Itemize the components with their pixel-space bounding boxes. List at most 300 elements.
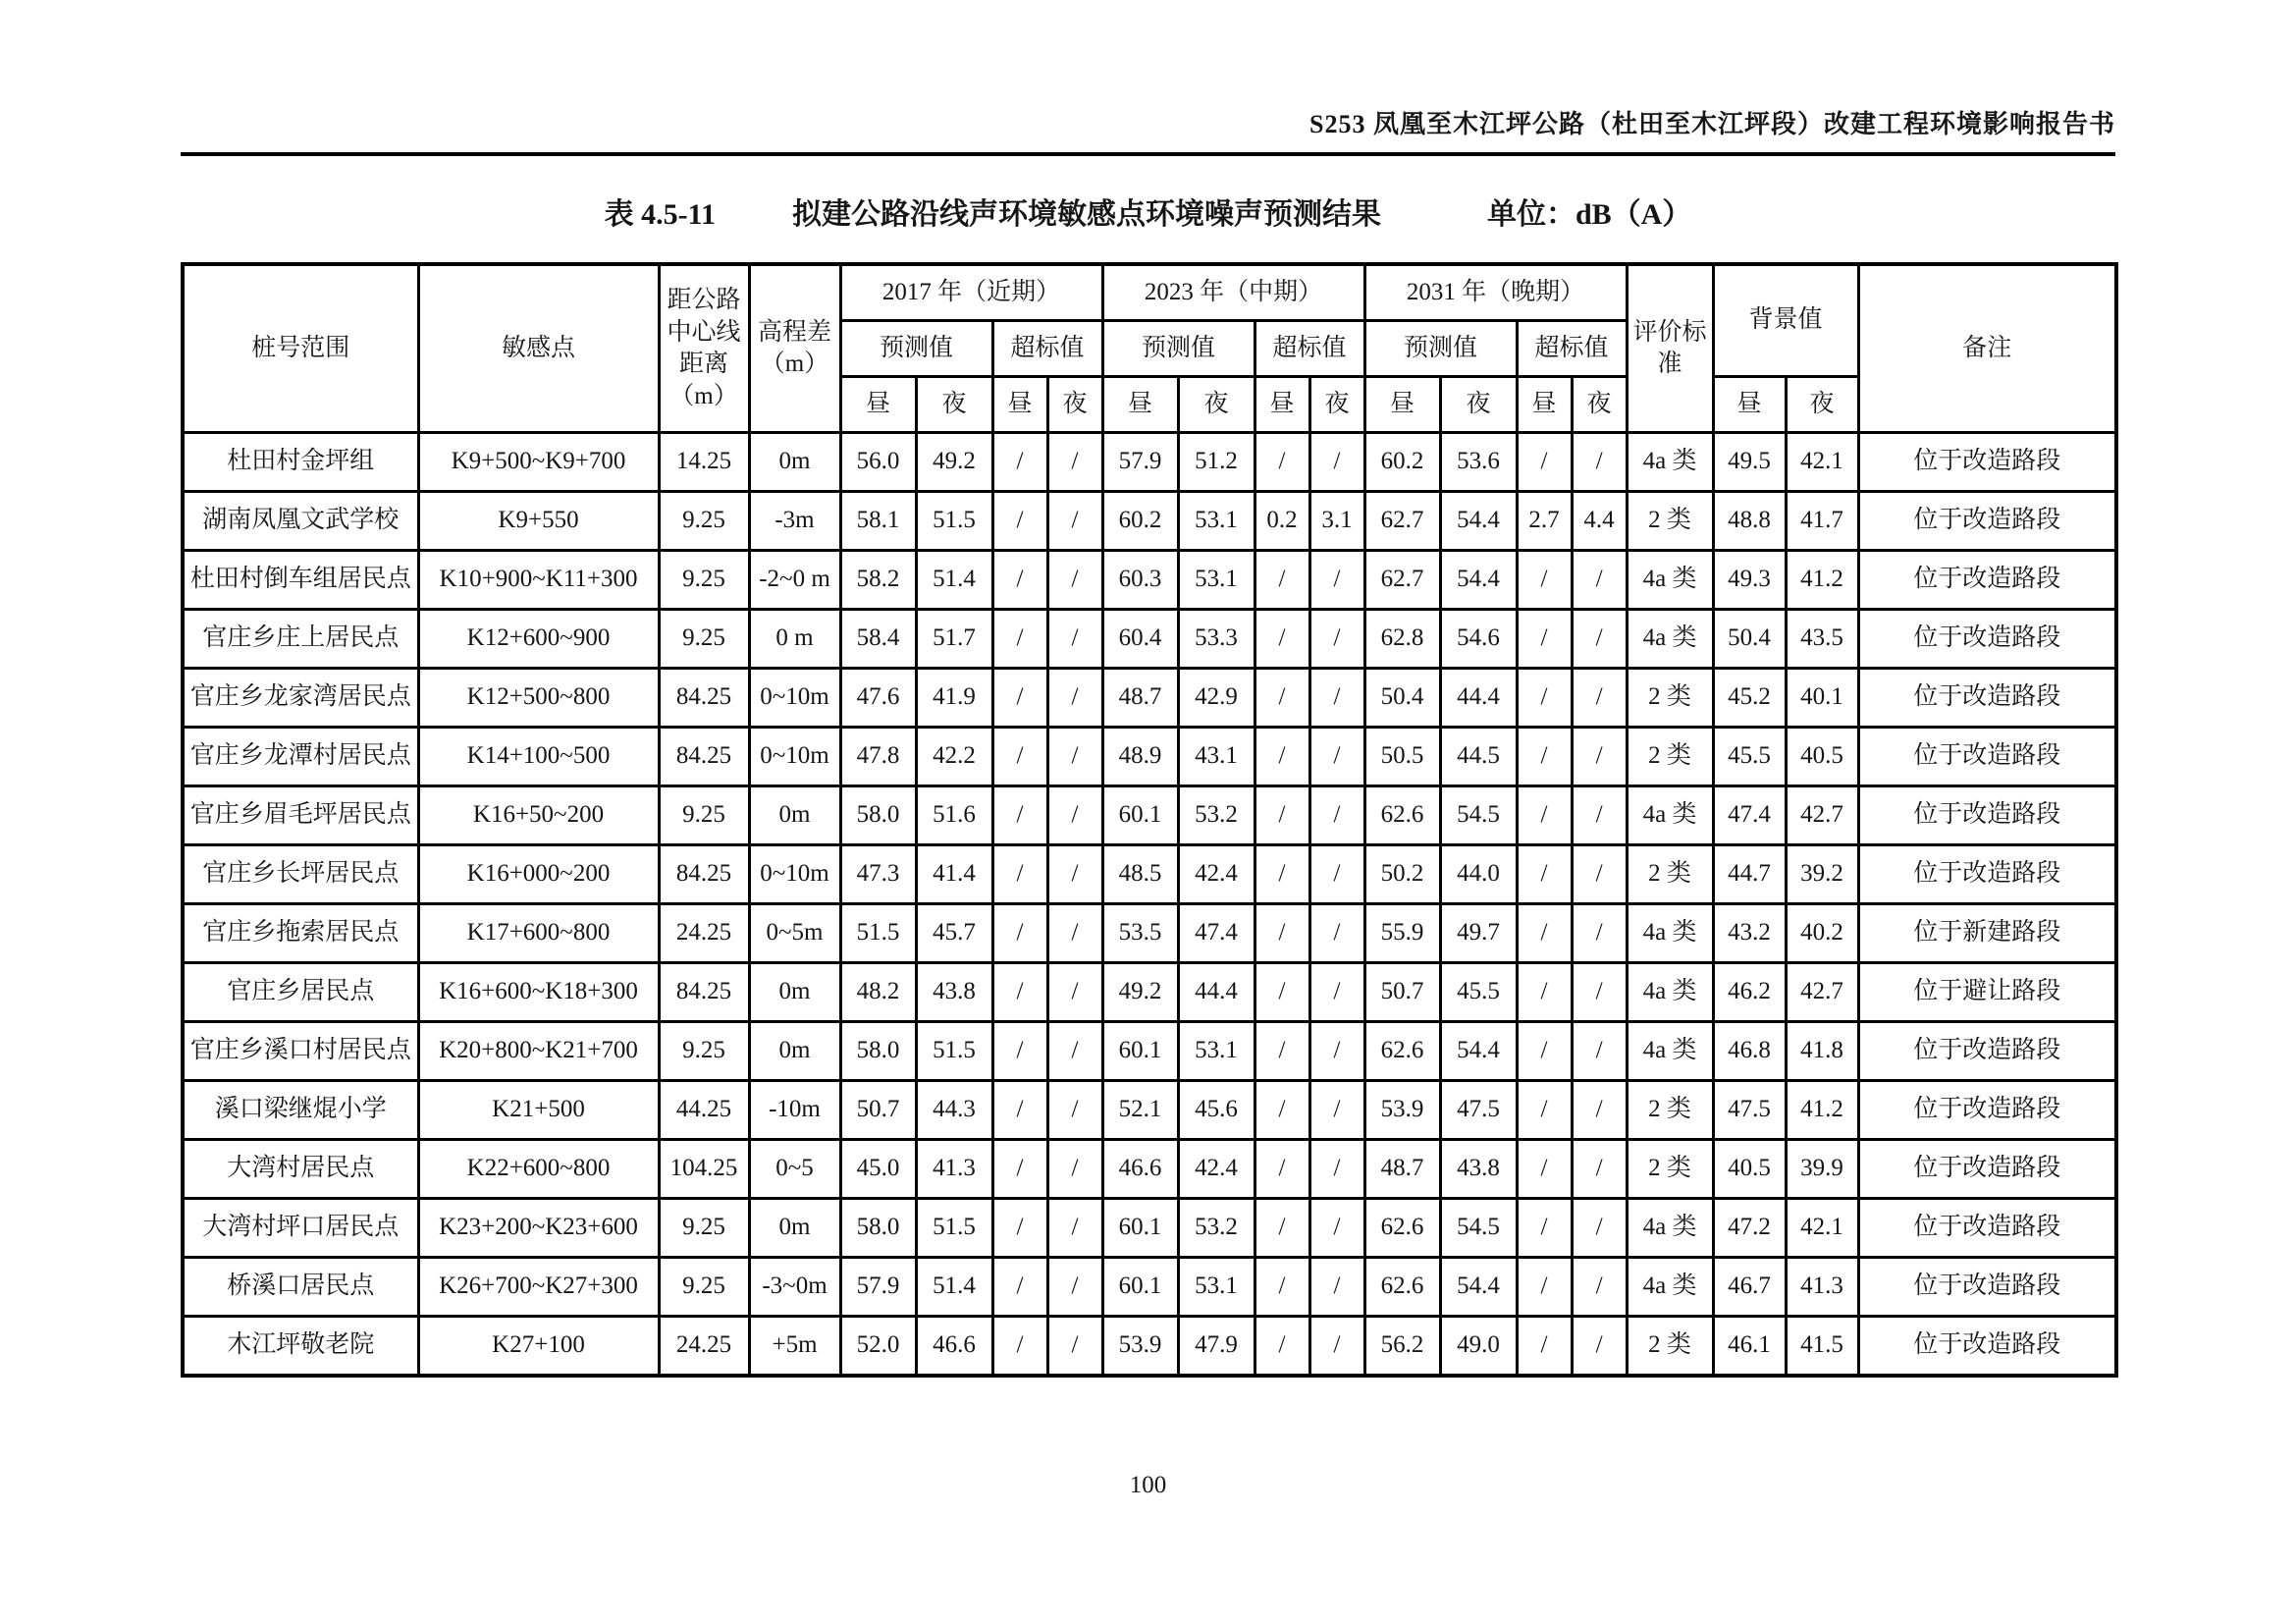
cell-stake-range: K21+500 — [418, 1081, 659, 1140]
cell-2023-pred-night: 53.1 — [1178, 492, 1255, 551]
cell-2031-exceed-night: / — [1572, 1081, 1627, 1140]
cell-2023-pred-day: 53.9 — [1102, 1317, 1178, 1377]
cell-2017-pred-night: 46.6 — [916, 1317, 992, 1377]
cell-2023-pred-day: 48.5 — [1102, 845, 1178, 904]
cell-eval-standard: 4a 类 — [1627, 433, 1713, 492]
cell-height-diff: 0~5m — [749, 904, 840, 963]
cell-2017-pred-night: 51.5 — [916, 1199, 992, 1258]
cell-2017-exceed-night: / — [1047, 786, 1102, 845]
cell-2023-exceed-night: / — [1309, 551, 1364, 610]
cell-distance: 9.25 — [659, 1022, 749, 1081]
cell-eval-standard: 4a 类 — [1627, 551, 1713, 610]
cell-2017-exceed-night: / — [1047, 1258, 1102, 1317]
cell-2031-exceed-day: / — [1517, 845, 1572, 904]
col-header-year-2031: 2031 年（晚期） — [1364, 264, 1627, 321]
cell-2017-exceed-night: / — [1047, 1317, 1102, 1377]
table-row — [183, 904, 2116, 963]
cell-stake-range: K22+600~800 — [418, 1140, 659, 1199]
cell-sensitive-point-name: 木江坪敬老院 — [183, 1317, 418, 1377]
cell-2031-exceed-day: / — [1517, 551, 1572, 610]
cell-2017-pred-night: 51.7 — [916, 610, 992, 669]
cell-bg-day: 49.5 — [1713, 433, 1786, 492]
cell-2031-exceed-day: / — [1517, 904, 1572, 963]
cell-2023-pred-night: 44.4 — [1178, 963, 1255, 1022]
cell-2031-pred-day: 62.6 — [1364, 1022, 1440, 1081]
cell-distance: 24.25 — [659, 904, 749, 963]
cell-remark: 位于改造路段 — [1858, 669, 2116, 728]
cell-2023-exceed-night: / — [1309, 433, 1364, 492]
cell-bg-night: 40.5 — [1786, 728, 1858, 786]
cell-sensitive-point-name: 官庄乡庄上居民点 — [183, 610, 418, 669]
cell-stake-range: K10+900~K11+300 — [418, 551, 659, 610]
cell-distance: 104.25 — [659, 1140, 749, 1199]
cell-bg-night: 41.2 — [1786, 551, 1858, 610]
cell-2031-pred-night: 49.7 — [1440, 904, 1517, 963]
cell-2031-pred-day: 50.4 — [1364, 669, 1440, 728]
cell-2017-exceed-night: / — [1047, 845, 1102, 904]
col-header-pred-2023: 预测值 — [1102, 321, 1255, 377]
cell-2031-exceed-day: / — [1517, 786, 1572, 845]
cell-bg-day: 45.5 — [1713, 728, 1786, 786]
cell-distance: 9.25 — [659, 1258, 749, 1317]
cell-2031-exceed-night: / — [1572, 610, 1627, 669]
cell-2023-pred-day: 52.1 — [1102, 1081, 1178, 1140]
cell-2031-exceed-night: / — [1572, 728, 1627, 786]
cell-bg-night: 41.7 — [1786, 492, 1858, 551]
cell-2031-exceed-night: / — [1572, 551, 1627, 610]
cell-2017-pred-night: 43.8 — [916, 963, 992, 1022]
cell-2023-pred-day: 60.4 — [1102, 610, 1178, 669]
cell-sensitive-point-name: 官庄乡眉毛坪居民点 — [183, 786, 418, 845]
cell-2023-pred-day: 60.1 — [1102, 1258, 1178, 1317]
cell-2023-exceed-night: / — [1309, 1140, 1364, 1199]
cell-2031-pred-day: 62.7 — [1364, 492, 1440, 551]
cell-bg-day: 43.2 — [1713, 904, 1786, 963]
table-caption-label: 表 4.5-11 — [604, 198, 716, 231]
cell-2023-exceed-night: / — [1309, 963, 1364, 1022]
cell-eval-standard: 4a 类 — [1627, 786, 1713, 845]
cell-2017-exceed-day: / — [992, 786, 1047, 845]
cell-2017-pred-night: 41.4 — [916, 845, 992, 904]
cell-height-diff: 0m — [749, 1199, 840, 1258]
cell-2031-exceed-day: / — [1517, 728, 1572, 786]
cell-2017-pred-day: 48.2 — [840, 963, 916, 1022]
cell-2031-pred-night: 49.0 — [1440, 1317, 1517, 1377]
cell-2017-pred-day: 56.0 — [840, 433, 916, 492]
cell-height-diff: 0~10m — [749, 845, 840, 904]
cell-bg-day: 40.5 — [1713, 1140, 1786, 1199]
cell-remark: 位于改造路段 — [1858, 1022, 2116, 1081]
cell-distance: 9.25 — [659, 786, 749, 845]
cell-sensitive-point-name: 桥溪口居民点 — [183, 1258, 418, 1317]
cell-2023-exceed-night: / — [1309, 1317, 1364, 1377]
cell-remark: 位于新建路段 — [1858, 904, 2116, 963]
cell-bg-day: 47.2 — [1713, 1199, 1786, 1258]
cell-bg-night: 43.5 — [1786, 610, 1858, 669]
cell-2031-pred-night: 43.8 — [1440, 1140, 1517, 1199]
cell-stake-range: K20+800~K21+700 — [418, 1022, 659, 1081]
cell-2031-pred-day: 48.7 — [1364, 1140, 1440, 1199]
table-row — [183, 728, 2116, 786]
cell-2023-pred-day: 60.1 — [1102, 1022, 1178, 1081]
cell-2017-exceed-day: / — [992, 551, 1047, 610]
cell-stake-range: K12+600~900 — [418, 610, 659, 669]
cell-2017-pred-day: 50.7 — [840, 1081, 916, 1140]
col-header-year-2023: 2023 年（中期） — [1102, 264, 1364, 321]
cell-2023-exceed-day: / — [1255, 669, 1309, 728]
cell-eval-standard: 4a 类 — [1627, 1022, 1713, 1081]
cell-2023-exceed-day: / — [1255, 1022, 1309, 1081]
cell-2023-exceed-night: / — [1309, 728, 1364, 786]
cell-2023-pred-day: 48.9 — [1102, 728, 1178, 786]
cell-distance: 14.25 — [659, 433, 749, 492]
col-header-sensitive-point: 敏感点 — [418, 264, 659, 433]
cell-sensitive-point-name: 官庄乡龙潭村居民点 — [183, 728, 418, 786]
cell-2031-pred-day: 62.6 — [1364, 786, 1440, 845]
cell-2023-exceed-day: / — [1255, 1199, 1309, 1258]
cell-height-diff: -2~0 m — [749, 551, 840, 610]
cell-remark: 位于改造路段 — [1858, 1199, 2116, 1258]
cell-2017-exceed-night: / — [1047, 669, 1102, 728]
col-header-year-2017: 2017 年（近期） — [840, 264, 1102, 321]
cell-remark: 位于改造路段 — [1858, 728, 2116, 786]
cell-bg-day: 50.4 — [1713, 610, 1786, 669]
cell-2023-pred-night: 53.2 — [1178, 786, 1255, 845]
cell-2017-pred-day: 58.0 — [840, 786, 916, 845]
cell-2017-exceed-night: / — [1047, 610, 1102, 669]
table-row — [183, 963, 2116, 1022]
cell-2023-exceed-day: 0.2 — [1255, 492, 1309, 551]
cell-2017-exceed-night: / — [1047, 1140, 1102, 1199]
col-header-background: 背景值 — [1713, 264, 1858, 377]
cell-2023-exceed-day: / — [1255, 728, 1309, 786]
cell-sensitive-point-name: 官庄乡溪口村居民点 — [183, 1022, 418, 1081]
col-header-day: 昼 — [1364, 377, 1440, 433]
cell-bg-night: 42.1 — [1786, 433, 1858, 492]
cell-eval-standard: 4a 类 — [1627, 963, 1713, 1022]
col-header-distance: 距公路中心线距离（m） — [659, 264, 749, 433]
col-header-night: 夜 — [1440, 377, 1517, 433]
cell-2017-pred-night: 41.9 — [916, 669, 992, 728]
cell-2031-exceed-night: / — [1572, 433, 1627, 492]
table-row — [183, 1022, 2116, 1081]
cell-2031-exceed-night: / — [1572, 669, 1627, 728]
cell-2017-exceed-night: / — [1047, 904, 1102, 963]
cell-2023-pred-night: 42.4 — [1178, 845, 1255, 904]
cell-bg-night: 41.5 — [1786, 1317, 1858, 1377]
cell-2023-pred-night: 43.1 — [1178, 728, 1255, 786]
noise-prediction-table — [181, 262, 2118, 1378]
cell-distance: 9.25 — [659, 1199, 749, 1258]
cell-2031-pred-night: 54.4 — [1440, 551, 1517, 610]
table-row — [183, 433, 2116, 492]
cell-2031-pred-day: 50.5 — [1364, 728, 1440, 786]
cell-stake-range: K9+550 — [418, 492, 659, 551]
cell-sensitive-point-name: 溪口梁继焜小学 — [183, 1081, 418, 1140]
col-header-day: 昼 — [1102, 377, 1178, 433]
cell-bg-day: 45.2 — [1713, 669, 1786, 728]
cell-bg-night: 41.3 — [1786, 1258, 1858, 1317]
cell-2031-pred-day: 62.6 — [1364, 1199, 1440, 1258]
cell-remark: 位于改造路段 — [1858, 1258, 2116, 1317]
cell-2031-exceed-day: / — [1517, 1022, 1572, 1081]
cell-2023-exceed-night: / — [1309, 904, 1364, 963]
page-content — [181, 104, 2115, 1499]
cell-sensitive-point-name: 湖南凤凰文武学校 — [183, 492, 418, 551]
col-header-night: 夜 — [1572, 377, 1627, 433]
cell-2017-pred-day: 58.2 — [840, 551, 916, 610]
cell-eval-standard: 2 类 — [1627, 845, 1713, 904]
cell-stake-range: K9+500~K9+700 — [418, 433, 659, 492]
cell-2017-exceed-day: / — [992, 1081, 1047, 1140]
cell-2031-exceed-day: / — [1517, 610, 1572, 669]
cell-2017-exceed-day: / — [992, 492, 1047, 551]
header-row-1 — [183, 264, 2116, 321]
cell-2017-pred-day: 51.5 — [840, 904, 916, 963]
cell-2031-exceed-night: / — [1572, 786, 1627, 845]
cell-remark: 位于改造路段 — [1858, 786, 2116, 845]
cell-sensitive-point-name: 大湾村坪口居民点 — [183, 1199, 418, 1258]
cell-height-diff: 0~10m — [749, 728, 840, 786]
col-header-night: 夜 — [1178, 377, 1255, 433]
col-header-exceed-2023: 超标值 — [1255, 321, 1364, 377]
cell-stake-range: K27+100 — [418, 1317, 659, 1377]
cell-2017-exceed-day: / — [992, 610, 1047, 669]
col-header-day: 昼 — [1255, 377, 1309, 433]
cell-2017-pred-day: 47.8 — [840, 728, 916, 786]
cell-remark: 位于改造路段 — [1858, 1317, 2116, 1377]
cell-sensitive-point-name: 官庄乡长坪居民点 — [183, 845, 418, 904]
cell-2031-pred-night: 54.4 — [1440, 1258, 1517, 1317]
cell-sensitive-point-name: 官庄乡龙家湾居民点 — [183, 669, 418, 728]
cell-2023-exceed-day: / — [1255, 1081, 1309, 1140]
table-row — [183, 1317, 2116, 1377]
report-title: S253 凤凰至木江坪公路（杜田至木江坪段）改建工程环境影响报告书 — [1309, 110, 2115, 138]
cell-2023-pred-night: 53.1 — [1178, 551, 1255, 610]
cell-remark: 位于改造路段 — [1858, 1081, 2116, 1140]
cell-2023-exceed-night: / — [1309, 1199, 1364, 1258]
col-header-night: 夜 — [916, 377, 992, 433]
cell-height-diff: 0~10m — [749, 669, 840, 728]
cell-2031-pred-night: 54.5 — [1440, 1199, 1517, 1258]
cell-bg-night: 39.9 — [1786, 1140, 1858, 1199]
col-header-night: 夜 — [1309, 377, 1364, 433]
cell-2017-exceed-night: / — [1047, 1199, 1102, 1258]
cell-distance: 9.25 — [659, 551, 749, 610]
table-row — [183, 845, 2116, 904]
cell-bg-night: 41.8 — [1786, 1022, 1858, 1081]
cell-stake-range: K16+000~200 — [418, 845, 659, 904]
cell-bg-night: 40.1 — [1786, 669, 1858, 728]
cell-2023-exceed-night: / — [1309, 1258, 1364, 1317]
cell-sensitive-point-name: 官庄乡居民点 — [183, 963, 418, 1022]
cell-2031-pred-night: 44.4 — [1440, 669, 1517, 728]
cell-2023-pred-night: 53.2 — [1178, 1199, 1255, 1258]
col-header-height-diff: 高程差（m） — [749, 264, 840, 433]
cell-height-diff: -3m — [749, 492, 840, 551]
cell-2017-pred-night: 45.7 — [916, 904, 992, 963]
page-number: 100 — [1129, 1472, 1167, 1498]
cell-2023-exceed-night: 3.1 — [1309, 492, 1364, 551]
cell-2031-exceed-day: / — [1517, 1317, 1572, 1377]
cell-2031-pred-night: 54.5 — [1440, 786, 1517, 845]
cell-2031-exceed-night: / — [1572, 1022, 1627, 1081]
cell-2031-pred-day: 62.8 — [1364, 610, 1440, 669]
cell-2023-exceed-night: / — [1309, 1081, 1364, 1140]
table-row — [183, 492, 2116, 551]
cell-2031-exceed-day: / — [1517, 1199, 1572, 1258]
cell-2031-pred-night: 54.4 — [1440, 492, 1517, 551]
cell-stake-range: K26+700~K27+300 — [418, 1258, 659, 1317]
cell-2017-exceed-day: / — [992, 1140, 1047, 1199]
cell-2023-pred-night: 53.1 — [1178, 1022, 1255, 1081]
cell-bg-day: 46.2 — [1713, 963, 1786, 1022]
col-header-bg-night: 夜 — [1786, 377, 1858, 433]
cell-2017-exceed-night: / — [1047, 728, 1102, 786]
cell-bg-day: 46.8 — [1713, 1022, 1786, 1081]
cell-2023-pred-night: 47.4 — [1178, 904, 1255, 963]
cell-stake-range: K14+100~500 — [418, 728, 659, 786]
cell-2017-exceed-day: / — [992, 728, 1047, 786]
cell-2023-pred-night: 53.1 — [1178, 1258, 1255, 1317]
cell-2023-exceed-day: / — [1255, 610, 1309, 669]
cell-2031-exceed-night: / — [1572, 845, 1627, 904]
cell-distance: 84.25 — [659, 845, 749, 904]
cell-2023-exceed-day: / — [1255, 963, 1309, 1022]
cell-remark: 位于改造路段 — [1858, 610, 2116, 669]
cell-height-diff: +5m — [749, 1317, 840, 1377]
table-row — [183, 1199, 2116, 1258]
cell-2017-pred-night: 51.6 — [916, 786, 992, 845]
col-header-exceed-2031: 超标值 — [1517, 321, 1627, 377]
cell-2023-exceed-day: / — [1255, 1258, 1309, 1317]
cell-2023-pred-night: 42.9 — [1178, 669, 1255, 728]
cell-2031-exceed-day: 2.7 — [1517, 492, 1572, 551]
cell-remark: 位于改造路段 — [1858, 551, 2116, 610]
cell-2031-pred-day: 50.7 — [1364, 963, 1440, 1022]
col-header-stake-range: 桩号范围 — [183, 264, 418, 433]
cell-stake-range: K16+600~K18+300 — [418, 963, 659, 1022]
cell-2017-pred-day: 47.3 — [840, 845, 916, 904]
cell-2017-exceed-night: / — [1047, 1081, 1102, 1140]
cell-bg-night: 40.2 — [1786, 904, 1858, 963]
cell-distance: 24.25 — [659, 1317, 749, 1377]
cell-bg-day: 46.1 — [1713, 1317, 1786, 1377]
cell-height-diff: 0 m — [749, 610, 840, 669]
table-body — [183, 433, 2116, 1377]
cell-stake-range: K12+500~800 — [418, 669, 659, 728]
cell-2017-pred-night: 51.5 — [916, 492, 992, 551]
cell-stake-range: K16+50~200 — [418, 786, 659, 845]
cell-2023-exceed-night: / — [1309, 610, 1364, 669]
cell-eval-standard: 4a 类 — [1627, 610, 1713, 669]
cell-2023-exceed-night: / — [1309, 786, 1364, 845]
cell-2017-exceed-night: / — [1047, 1022, 1102, 1081]
cell-2031-exceed-night: / — [1572, 1317, 1627, 1377]
cell-2031-pred-night: 47.5 — [1440, 1081, 1517, 1140]
cell-2023-pred-day: 48.7 — [1102, 669, 1178, 728]
col-header-night: 夜 — [1047, 377, 1102, 433]
cell-2017-pred-day: 58.4 — [840, 610, 916, 669]
cell-2031-exceed-night: / — [1572, 1199, 1627, 1258]
table-row — [183, 1140, 2116, 1199]
cell-eval-standard: 2 类 — [1627, 1140, 1713, 1199]
cell-2031-exceed-night: / — [1572, 904, 1627, 963]
cell-distance: 9.25 — [659, 492, 749, 551]
cell-bg-day: 49.3 — [1713, 551, 1786, 610]
cell-2023-exceed-night: / — [1309, 845, 1364, 904]
cell-2023-pred-night: 42.4 — [1178, 1140, 1255, 1199]
cell-distance: 84.25 — [659, 669, 749, 728]
col-header-day: 昼 — [1517, 377, 1572, 433]
cell-2023-exceed-day: / — [1255, 904, 1309, 963]
cell-2023-pred-day: 60.1 — [1102, 786, 1178, 845]
cell-bg-day: 47.5 — [1713, 1081, 1786, 1140]
cell-2031-pred-night: 54.4 — [1440, 1022, 1517, 1081]
cell-bg-night: 42.1 — [1786, 1199, 1858, 1258]
cell-2017-pred-day: 47.6 — [840, 669, 916, 728]
cell-bg-night: 42.7 — [1786, 786, 1858, 845]
cell-remark: 位于避让路段 — [1858, 963, 2116, 1022]
cell-height-diff: 0m — [749, 786, 840, 845]
cell-2023-pred-day: 57.9 — [1102, 433, 1178, 492]
table-caption — [181, 189, 2115, 233]
cell-2023-pred-day: 60.3 — [1102, 551, 1178, 610]
cell-2023-exceed-night: / — [1309, 1022, 1364, 1081]
cell-2017-exceed-night: / — [1047, 492, 1102, 551]
cell-2017-pred-day: 58.0 — [840, 1199, 916, 1258]
cell-2023-pred-night: 45.6 — [1178, 1081, 1255, 1140]
cell-2017-exceed-night: / — [1047, 963, 1102, 1022]
cell-stake-range: K17+600~800 — [418, 904, 659, 963]
cell-2017-exceed-day: / — [992, 1199, 1047, 1258]
table-row — [183, 786, 2116, 845]
cell-2023-pred-day: 53.5 — [1102, 904, 1178, 963]
cell-2031-exceed-night: / — [1572, 1258, 1627, 1317]
cell-bg-night: 42.7 — [1786, 963, 1858, 1022]
cell-2017-pred-day: 45.0 — [840, 1140, 916, 1199]
cell-bg-day: 48.8 — [1713, 492, 1786, 551]
cell-distance: 9.25 — [659, 610, 749, 669]
cell-2017-exceed-day: / — [992, 433, 1047, 492]
cell-2031-exceed-day: / — [1517, 1258, 1572, 1317]
cell-2023-pred-day: 60.2 — [1102, 492, 1178, 551]
cell-2017-pred-night: 42.2 — [916, 728, 992, 786]
cell-eval-standard: 2 类 — [1627, 492, 1713, 551]
table-row — [183, 1258, 2116, 1317]
cell-bg-day: 44.7 — [1713, 845, 1786, 904]
cell-2023-exceed-night: / — [1309, 669, 1364, 728]
cell-2031-exceed-day: / — [1517, 433, 1572, 492]
cell-2023-pred-day: 60.1 — [1102, 1199, 1178, 1258]
cell-2017-pred-night: 41.3 — [916, 1140, 992, 1199]
cell-sensitive-point-name: 官庄乡拖索居民点 — [183, 904, 418, 963]
cell-height-diff: 0m — [749, 963, 840, 1022]
cell-2031-pred-night: 53.6 — [1440, 433, 1517, 492]
cell-2017-pred-night: 49.2 — [916, 433, 992, 492]
cell-2017-exceed-day: / — [992, 904, 1047, 963]
cell-height-diff: -10m — [749, 1081, 840, 1140]
cell-2023-pred-day: 49.2 — [1102, 963, 1178, 1022]
col-header-day: 昼 — [992, 377, 1047, 433]
cell-2031-pred-night: 54.6 — [1440, 610, 1517, 669]
cell-2023-exceed-day: / — [1255, 433, 1309, 492]
cell-2031-pred-day: 60.2 — [1364, 433, 1440, 492]
col-header-day: 昼 — [840, 377, 916, 433]
cell-2017-pred-day: 52.0 — [840, 1317, 916, 1377]
table-row — [183, 610, 2116, 669]
cell-2031-pred-day: 56.2 — [1364, 1317, 1440, 1377]
